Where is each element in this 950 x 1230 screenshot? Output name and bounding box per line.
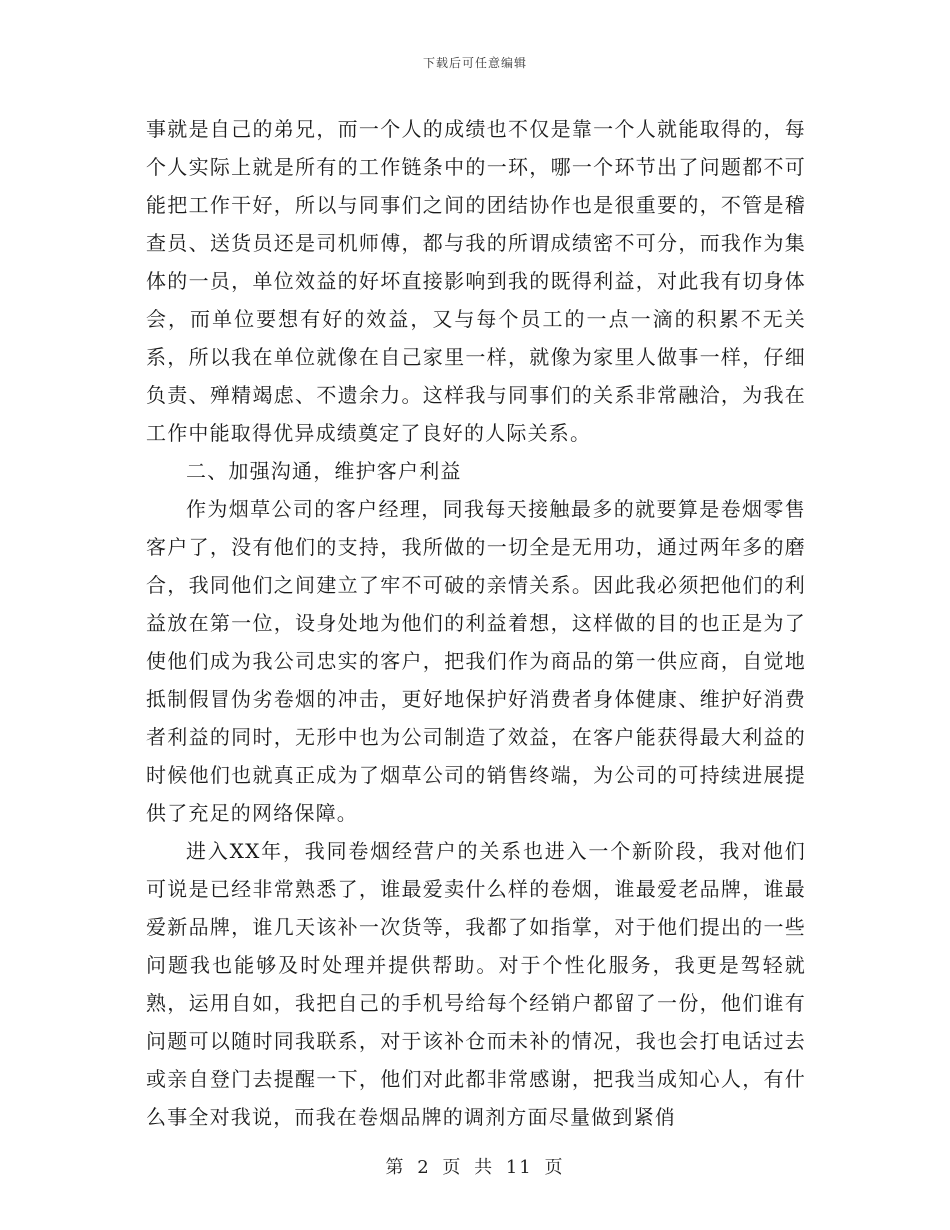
paragraph-continuation: 事就是自己的弟兄，而一个人的成绩也不仅是靠一个人就能取得的，每个人实际上就是所有的工作链条中的一环，哪一个环节出了问题都不可能把工作干好，所以与同事们之间的团结协作也是很重要的，不管是稽查员、送货员还是司机师傅，都与我的所谓成绩密不可分，而我作为集体的一员，单位效益的好坏直接影响到我的既得利益，对此我有切身体会，而单位要想有好的效益，又与每个员工的一点一滴的积累不无关系，所以我在单位就像在自己家里一样，就像为家里人做事一样，仔细负责、殚精竭虑、不遗余力。这样我与同事们的关系非常融洽，为我在工作中能取得优异成绩奠定了良好的人际关系。 [146, 117, 806, 445]
section-heading: 二、加强沟通，维护客户利益 [186, 459, 462, 483]
document-body [146, 110, 806, 1136]
page-number-footer: 第 2 页 共 11 页 [385, 1157, 565, 1178]
paragraph-customer-manager: 作为烟草公司的客户经理，同我每天接触最多的就要算是卷烟零售客户了，没有他们的支持，我所做的一切全是无用功，通过两年多的磨合，我同他们之间建立了牢不可破的亲情关系。因此我必须把他们的利益放在第一位，设身处地为他们的利益着想，这样做的目的也正是为了使他们成为我公司忠实的客户，把我们作为商品的第一供应商，自觉地抵制假冒伪劣卷烟的冲击，更好地保护好消费者身体健康、维护好消费者利益的同时，无形中也为公司制造了效益，在客户能获得最大利益的时候他们也就真正成为了烟草公司的销售终端，为公司的可持续进展提供了充足的网络保障。 [146, 497, 806, 825]
page-header: 下载后可任意编辑 [422, 56, 527, 70]
paragraph-new-stage: 进入XX年，我同卷烟经营户的关系也进入一个新阶段，我对他们可说是已经非常熟悉了，谁最爱卖什么样的卷烟，谁最爱老品牌，谁最爱新品牌，谁几天该补一次货等，我都了如指掌，对于他们提出的一些问题我也能够及时处理并提供帮助。对于个性化服务，我更是驾轻就熟，运用自如，我把自己的手机号给每个经销户都留了一份，他们谁有问题可以随时同我联系，对于该补仓而未补的情况，我也会打电话过去或亲自登门去提醒一下，他们对此都非常感谢，把我当成知心人，有什么事全对我说，而我在卷烟品牌的调剂方面尽量做到紧俏 [146, 839, 806, 1129]
